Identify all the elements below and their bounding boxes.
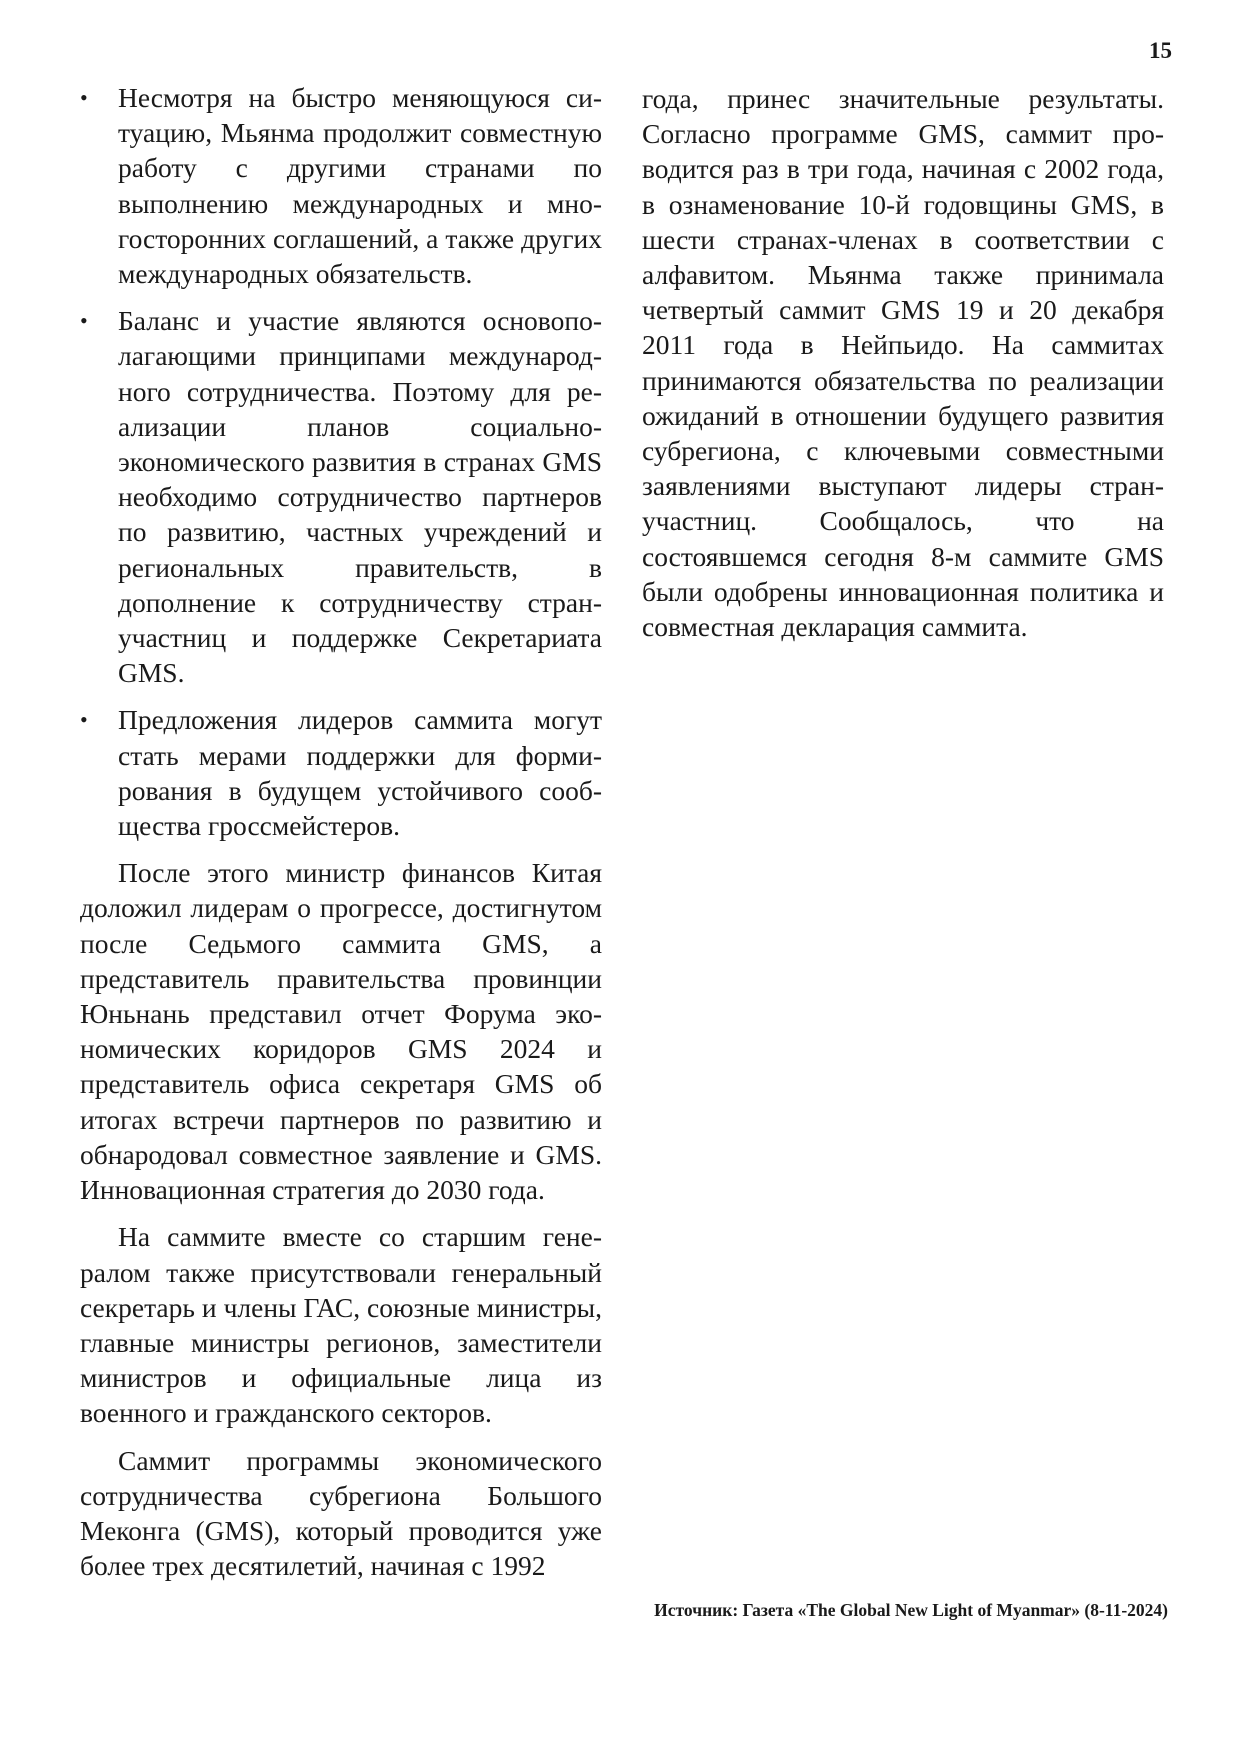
paragraph: После этого министр финансов Китая доложил лидерам о прогрессе, достигнутом после Седьмого саммита GMS, а представитель правительства провинции Юньнань представил отчет Форума экономических коридоров GMS 2024 и представитель офиса секретаря GMS об итогах встречи партнеров по развитию и обнародовал совместное заявление и GMS. Инновационная стратегия до 2030 года. [80, 857, 602, 1206]
right-column [642, 81, 1164, 644]
bullet-item [80, 702, 602, 843]
left-column [80, 80, 602, 1595]
paragraph: На саммите вместе со старшим генералом также присутствовали генеральный секретарь и члены ГАС, союзные министры, главные министры регионов, заместители министров и официальные лица из военного и гражданского секторов. [80, 1221, 602, 1429]
bullet-dot-icon: • [80, 85, 88, 110]
bullet-dot-icon: • [80, 707, 88, 733]
bullet-text: Предложения лидеров саммита могут стать мерами поддержки для формирования в будущем устойчивого сообщества гроссмейстеров. [118, 704, 602, 842]
bullet-dot-icon: • [80, 308, 88, 334]
paragraph: Саммит программы экономического сотрудничества субрегиона Большого Меконга (GMS), который проводится уже более трех десятилетий, начиная с 1992 [80, 1444, 602, 1582]
bullet-item [80, 303, 602, 690]
page-number: 15 [1149, 38, 1172, 63]
bullet-list [80, 80, 602, 843]
bullet-text: Баланс и участие являются основополагающими принципами международного сотрудничества. Поэтому для реализации планов социально-экономического развития в странах GMS необходимо сотрудничество партнеров по развитию, частных учреждений и региональных правительств, в дополнение к сотрудничеству стран-участниц и поддержке Секретариата GMS. [118, 305, 602, 689]
source-note: Источник: Газета «The Global New Light of Myanmar» (8-11-2024) [654, 1600, 1168, 1620]
paragraph-continuation: года, принес значительные результаты. Согласно программе GMS, саммит проводится раз в три года, начиная с 2002 года, в ознаменование 10-й годовщины GMS, в шести странах-членах в соответствии с алфавитом. Мьянма также принимала четвертый саммит GMS 19 и 20 декабря 2011 года в Нейпьидо. На саммитах принимаются обязательства по реализации ожиданий в отношении будущего развития субрегиона, с ключевыми совместными заявлениями выступают лидеры стран-участниц. Сообщалось, что на состоявшемся сегодня 8-м саммите GMS были одобрены инновационная политика и совместная декларация саммита. [642, 83, 1164, 643]
bullet-item [80, 80, 602, 291]
bullet-text: Несмотря на быстро меняющуюся ситуацию, Мьянма продолжит совместную работу с другими странами по выполнению международных и многосторонних соглашений, а также других международных обязательств. [118, 82, 602, 290]
